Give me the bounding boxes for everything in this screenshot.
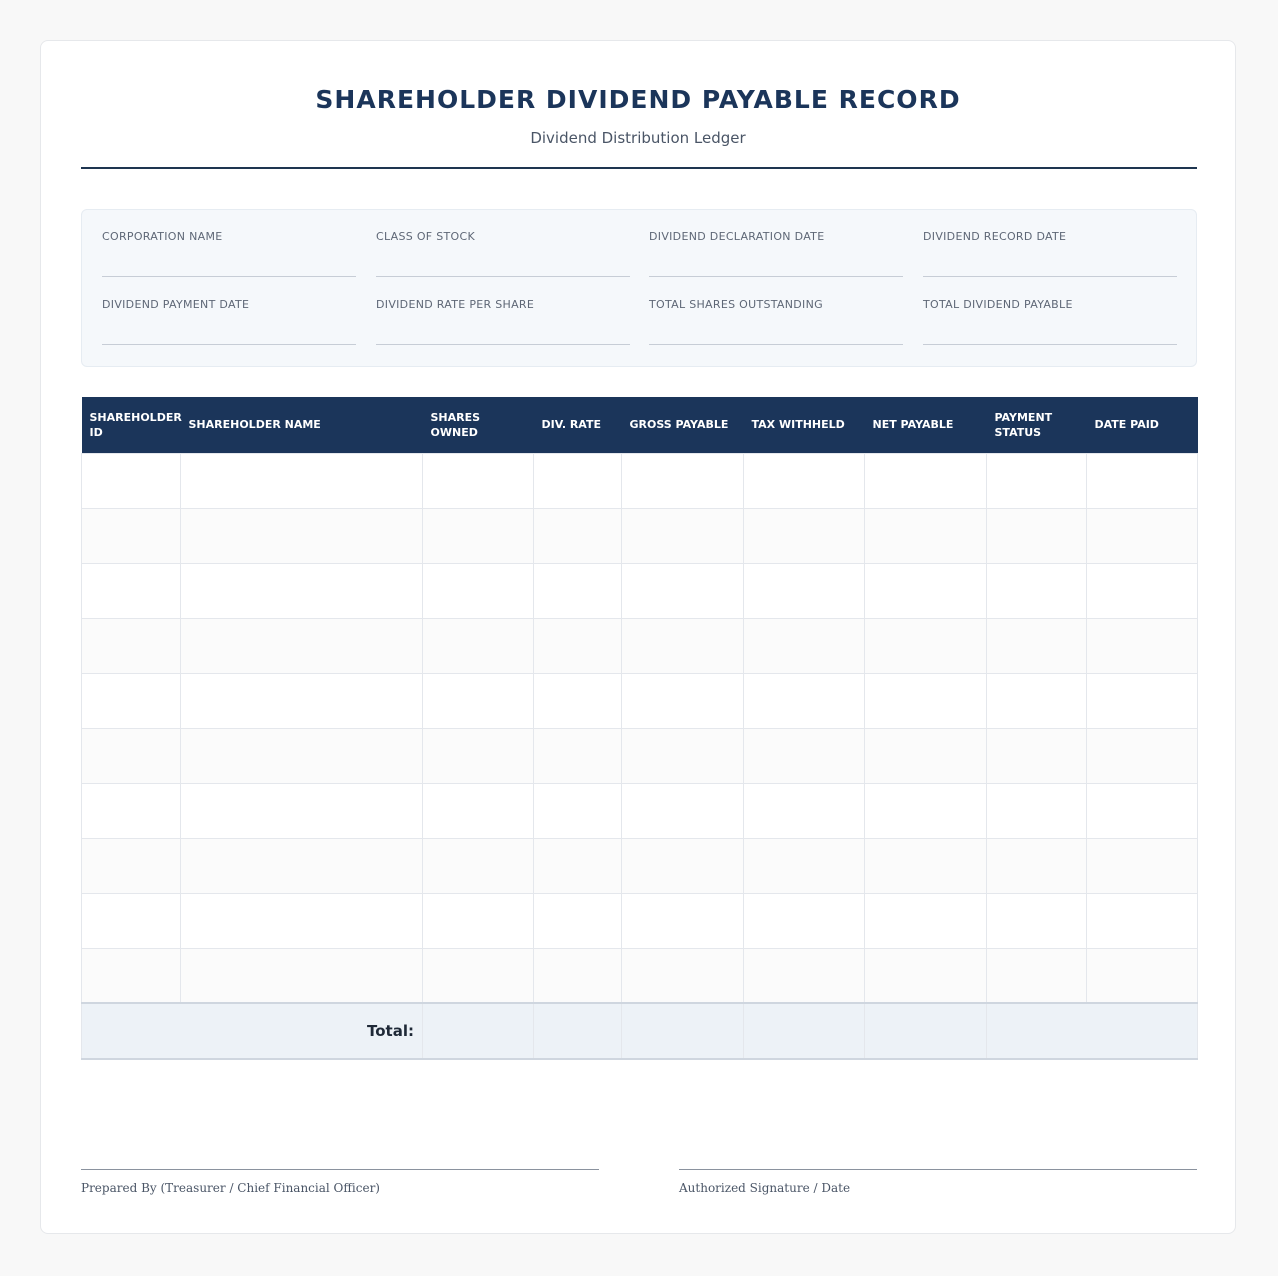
table-cell[interactable] bbox=[744, 618, 865, 673]
table-cell[interactable] bbox=[987, 783, 1087, 838]
table-cell[interactable] bbox=[1087, 673, 1198, 728]
table-cell[interactable] bbox=[534, 563, 622, 618]
table-cell[interactable] bbox=[622, 838, 744, 893]
field-label: CLASS OF STOCK bbox=[376, 230, 475, 243]
table-row bbox=[82, 783, 1198, 838]
table-cell[interactable] bbox=[534, 783, 622, 838]
table-cell[interactable] bbox=[181, 838, 423, 893]
total-net-payable-cell[interactable] bbox=[865, 1003, 987, 1059]
table-cell[interactable] bbox=[987, 673, 1087, 728]
table-row bbox=[82, 948, 1198, 1003]
table-cell[interactable] bbox=[744, 563, 865, 618]
title-divider bbox=[81, 167, 1197, 169]
field-input-line[interactable] bbox=[376, 276, 630, 277]
col-header-shareholder-name: SHAREHOLDER NAME bbox=[181, 397, 423, 453]
field-input-line[interactable] bbox=[376, 344, 630, 345]
table-cell[interactable] bbox=[622, 948, 744, 1003]
table-cell[interactable] bbox=[82, 728, 181, 783]
table-cell[interactable] bbox=[622, 563, 744, 618]
table-cell[interactable] bbox=[987, 453, 1087, 508]
table-cell[interactable] bbox=[534, 893, 622, 948]
field-label: TOTAL SHARES OUTSTANDING bbox=[649, 298, 823, 311]
table-cell[interactable] bbox=[744, 508, 865, 563]
table-cell[interactable] bbox=[987, 618, 1087, 673]
table-cell[interactable] bbox=[987, 508, 1087, 563]
table-cell[interactable] bbox=[987, 563, 1087, 618]
table-cell[interactable] bbox=[181, 618, 423, 673]
table-cell[interactable] bbox=[423, 948, 534, 1003]
table-header-row bbox=[82, 397, 1198, 453]
signature-label: Prepared By (Treasurer / Chief Financial Officer) bbox=[81, 1181, 380, 1195]
table-cell[interactable] bbox=[622, 453, 744, 508]
declaration-date-field[interactable] bbox=[649, 230, 903, 244]
table-cell[interactable] bbox=[82, 673, 181, 728]
table-cell[interactable] bbox=[987, 948, 1087, 1003]
table-cell[interactable] bbox=[744, 453, 865, 508]
col-header-shares-owned: SHARES OWNED bbox=[423, 397, 534, 453]
field-input-line[interactable] bbox=[102, 276, 356, 277]
field-label: DIVIDEND RECORD DATE bbox=[923, 230, 1067, 243]
table-cell[interactable] bbox=[181, 948, 423, 1003]
table-cell[interactable] bbox=[181, 453, 423, 508]
table-row bbox=[82, 838, 1198, 893]
table-cell[interactable] bbox=[1087, 508, 1198, 563]
total-tax-withheld-cell[interactable] bbox=[744, 1003, 865, 1059]
table-cell[interactable] bbox=[82, 618, 181, 673]
table-cell[interactable] bbox=[865, 893, 987, 948]
field-input-line[interactable] bbox=[923, 276, 1177, 277]
table-cell[interactable] bbox=[622, 728, 744, 783]
field-label: DIVIDEND RATE PER SHARE bbox=[376, 298, 535, 311]
field-input-line[interactable] bbox=[923, 344, 1177, 345]
table-cell[interactable] bbox=[622, 508, 744, 563]
table-cell[interactable] bbox=[181, 673, 423, 728]
table-cell[interactable] bbox=[181, 508, 423, 563]
table-cell[interactable] bbox=[865, 453, 987, 508]
table-cell[interactable] bbox=[534, 673, 622, 728]
table-row bbox=[82, 453, 1198, 508]
corporation-name-field[interactable] bbox=[102, 230, 356, 244]
table-cell[interactable] bbox=[534, 948, 622, 1003]
field-input-line[interactable] bbox=[649, 344, 903, 345]
table-cell[interactable] bbox=[534, 618, 622, 673]
table-cell[interactable] bbox=[534, 838, 622, 893]
table-cell[interactable] bbox=[423, 893, 534, 948]
table-cell[interactable] bbox=[865, 728, 987, 783]
table-row bbox=[82, 893, 1198, 948]
col-header-date-paid: DATE PAID bbox=[1087, 397, 1198, 453]
field-label: CORPORATION NAME bbox=[102, 230, 223, 243]
table-cell[interactable] bbox=[82, 783, 181, 838]
table-cell[interactable] bbox=[1087, 728, 1198, 783]
table-cell[interactable] bbox=[534, 728, 622, 783]
col-header-shareholder-id: SHAREHOLDER ID bbox=[82, 397, 181, 453]
table-cell[interactable] bbox=[423, 673, 534, 728]
table-cell[interactable] bbox=[423, 508, 534, 563]
table-cell[interactable] bbox=[181, 783, 423, 838]
table-cell[interactable] bbox=[82, 838, 181, 893]
table-cell[interactable] bbox=[865, 508, 987, 563]
dividend-info-panel bbox=[81, 209, 1197, 367]
col-header-net-payable: NET PAYABLE bbox=[865, 397, 987, 453]
table-cell[interactable] bbox=[865, 673, 987, 728]
total-status-cell[interactable] bbox=[987, 1003, 1198, 1059]
total-shares-field[interactable] bbox=[649, 298, 903, 312]
payment-date-field[interactable] bbox=[102, 298, 356, 312]
table-cell[interactable] bbox=[423, 783, 534, 838]
table-cell[interactable] bbox=[1087, 838, 1198, 893]
table-cell[interactable] bbox=[744, 673, 865, 728]
table-cell[interactable] bbox=[865, 838, 987, 893]
table-cell[interactable] bbox=[181, 893, 423, 948]
table-cell[interactable] bbox=[1087, 618, 1198, 673]
table-cell[interactable] bbox=[82, 453, 181, 508]
table-cell[interactable] bbox=[82, 508, 181, 563]
table-cell[interactable] bbox=[744, 838, 865, 893]
table-cell[interactable] bbox=[622, 673, 744, 728]
total-dividend-field[interactable] bbox=[923, 298, 1177, 312]
col-header-tax-withheld: TAX WITHHELD bbox=[744, 397, 865, 453]
table-cell[interactable] bbox=[423, 563, 534, 618]
table-cell[interactable] bbox=[82, 563, 181, 618]
dividend-ledger-table bbox=[81, 397, 1198, 1060]
table-cell[interactable] bbox=[987, 893, 1087, 948]
table-cell[interactable] bbox=[534, 508, 622, 563]
table-cell[interactable] bbox=[622, 893, 744, 948]
table-cell[interactable] bbox=[744, 948, 865, 1003]
table-row bbox=[82, 563, 1198, 618]
document-title: SHAREHOLDER DIVIDEND PAYABLE RECORD bbox=[315, 85, 961, 114]
table-cell[interactable] bbox=[423, 838, 534, 893]
col-header-payment-status: PAYMENT STATUS bbox=[987, 397, 1087, 453]
record-date-field[interactable] bbox=[923, 230, 1177, 244]
table-cell[interactable] bbox=[865, 563, 987, 618]
field-label: TOTAL DIVIDEND PAYABLE bbox=[923, 298, 1073, 311]
authorized-signature bbox=[679, 1169, 1197, 1195]
table-cell[interactable] bbox=[1087, 453, 1198, 508]
table-cell[interactable] bbox=[82, 948, 181, 1003]
table-cell[interactable] bbox=[1087, 948, 1198, 1003]
total-div-rate-cell[interactable] bbox=[534, 1003, 622, 1059]
table-row bbox=[82, 508, 1198, 563]
table-cell[interactable] bbox=[865, 948, 987, 1003]
document-subtitle: Dividend Distribution Ledger bbox=[530, 129, 746, 147]
field-input-line[interactable] bbox=[649, 276, 903, 277]
table-cell[interactable] bbox=[82, 893, 181, 948]
table-cell[interactable] bbox=[423, 618, 534, 673]
table-cell[interactable] bbox=[744, 893, 865, 948]
table-row bbox=[82, 673, 1198, 728]
table-cell[interactable] bbox=[534, 453, 622, 508]
signature-line[interactable] bbox=[81, 1169, 599, 1170]
total-shares-owned-cell[interactable] bbox=[423, 1003, 534, 1059]
table-row bbox=[82, 618, 1198, 673]
rate-per-share-field[interactable] bbox=[376, 298, 630, 312]
prepared-by-signature bbox=[81, 1169, 599, 1195]
field-label: DIVIDEND DECLARATION DATE bbox=[649, 230, 825, 243]
table-cell[interactable] bbox=[423, 453, 534, 508]
col-header-gross-payable: GROSS PAYABLE bbox=[622, 397, 744, 453]
total-row bbox=[82, 1003, 1198, 1059]
field-input-line[interactable] bbox=[102, 344, 356, 345]
col-header-div-rate: DIV. RATE bbox=[534, 397, 622, 453]
class-of-stock-field[interactable] bbox=[376, 230, 630, 244]
table-cell[interactable] bbox=[622, 618, 744, 673]
field-label: DIVIDEND PAYMENT DATE bbox=[102, 298, 250, 311]
document-card bbox=[40, 40, 1236, 1234]
table-cell[interactable] bbox=[987, 838, 1087, 893]
table-cell[interactable] bbox=[1087, 893, 1198, 948]
signature-line[interactable] bbox=[679, 1169, 1197, 1170]
table-cell[interactable] bbox=[744, 783, 865, 838]
table-cell[interactable] bbox=[181, 563, 423, 618]
table-cell[interactable] bbox=[987, 728, 1087, 783]
table-cell[interactable] bbox=[865, 618, 987, 673]
table-cell[interactable] bbox=[181, 728, 423, 783]
table-row bbox=[82, 728, 1198, 783]
signature-label: Authorized Signature / Date bbox=[679, 1181, 851, 1195]
table-cell[interactable] bbox=[423, 728, 534, 783]
table-cell[interactable] bbox=[1087, 783, 1198, 838]
table-cell[interactable] bbox=[1087, 563, 1198, 618]
total-gross-payable-cell[interactable] bbox=[622, 1003, 744, 1059]
table-cell[interactable] bbox=[622, 783, 744, 838]
table-cell[interactable] bbox=[865, 783, 987, 838]
total-label: Total: bbox=[82, 1003, 423, 1059]
table-cell[interactable] bbox=[744, 728, 865, 783]
